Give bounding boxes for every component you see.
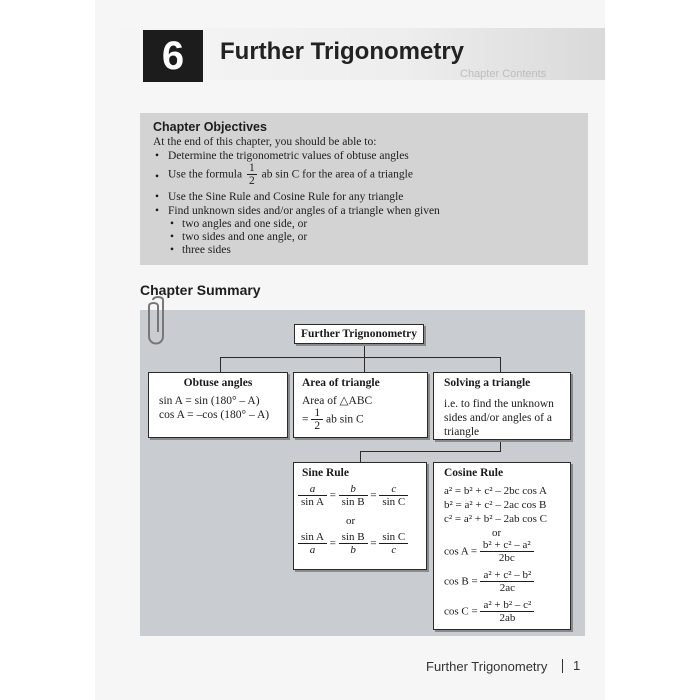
objective-item bbox=[168, 162, 413, 187]
connector-line bbox=[364, 344, 365, 358]
chapter-title: Further Trigonometry bbox=[220, 38, 465, 65]
bullet-icon: • bbox=[155, 150, 160, 162]
objectives-intro: At the end of this chapter, you should be able to: bbox=[153, 136, 377, 148]
or-text: or bbox=[346, 515, 356, 527]
connector-line bbox=[364, 357, 365, 372]
area-formula-text: ab sin C bbox=[326, 413, 364, 426]
solving-line: sides and/or angles of a bbox=[444, 412, 552, 424]
objective-item-text: Use the formula bbox=[168, 168, 243, 181]
fraction-denominator: 2 bbox=[314, 420, 321, 432]
fraction-numerator: a² + b² – c² bbox=[480, 599, 534, 612]
fraction-denominator: b bbox=[350, 544, 356, 556]
cos-a-formula bbox=[444, 539, 534, 564]
objective-item-text: ab sin C for the area of a triangle bbox=[261, 168, 413, 181]
cos-a-label: cos A = bbox=[444, 545, 478, 558]
obtuse-node bbox=[148, 372, 288, 438]
fraction-denominator: sin C bbox=[382, 496, 406, 508]
fraction bbox=[480, 539, 534, 564]
objective-item: Find unknown sides and/or angles of a triangle when given bbox=[168, 205, 440, 217]
fraction-numerator: a² + c² – b² bbox=[480, 569, 534, 582]
obtuse-title: Obtuse angles bbox=[183, 377, 253, 389]
fraction bbox=[379, 531, 408, 556]
fraction bbox=[480, 599, 534, 624]
fraction-numerator: b² + c² – a² bbox=[480, 539, 534, 552]
fraction-denominator: a bbox=[309, 544, 316, 556]
paperclip-icon bbox=[145, 296, 169, 348]
fraction-numerator: c bbox=[379, 483, 408, 496]
cosine-rule-node bbox=[433, 462, 571, 630]
connector-line bbox=[360, 451, 501, 452]
area-formula bbox=[302, 407, 427, 432]
fraction-denominator: 2bc bbox=[498, 552, 515, 564]
objective-subitem: two sides and one angle, or bbox=[182, 231, 308, 243]
fraction bbox=[480, 569, 534, 594]
equals-sign: = bbox=[329, 489, 336, 502]
fraction bbox=[311, 407, 323, 432]
root-node bbox=[294, 324, 424, 344]
fraction-denominator: sin B bbox=[341, 496, 365, 508]
chapter-number: 6 bbox=[143, 30, 203, 82]
objective-item: Determine the trigonometric values of obtuse angles bbox=[168, 150, 409, 162]
cos-c-label: cos C = bbox=[444, 605, 478, 618]
connector-line bbox=[220, 357, 500, 358]
or-text: or bbox=[492, 527, 502, 539]
area-line: Area of △ABC bbox=[302, 395, 373, 407]
fraction bbox=[298, 531, 327, 556]
fraction bbox=[339, 483, 368, 508]
fraction-numerator: sin C bbox=[379, 531, 408, 544]
sine-rule-node bbox=[293, 462, 427, 570]
objective-subitem: two angles and one side, or bbox=[182, 218, 308, 230]
bullet-icon: • bbox=[170, 231, 175, 243]
root-node-title: Further Trignonometry bbox=[301, 328, 417, 340]
equals-sign: = bbox=[302, 413, 309, 426]
footer-title: Further Trigonometry bbox=[426, 659, 548, 674]
fraction bbox=[247, 162, 257, 187]
area-node bbox=[293, 372, 428, 438]
objective-item: Use the Sine Rule and Cosine Rule for any triangle bbox=[168, 191, 404, 203]
fraction bbox=[379, 483, 408, 508]
cosine-rule-line: c² = a² + b² – 2ab cos C bbox=[444, 513, 547, 525]
cos-c-formula bbox=[444, 599, 534, 624]
fraction-denominator: c bbox=[391, 544, 397, 556]
faint-header-text: Chapter Contents bbox=[460, 68, 547, 80]
equals-sign: = bbox=[370, 489, 377, 502]
fraction-denominator: 2 bbox=[248, 175, 255, 187]
page-number: 1 bbox=[573, 658, 581, 673]
fraction-denominator: 2ac bbox=[499, 582, 516, 594]
fraction-numerator: sin B bbox=[339, 531, 368, 544]
area-title: Area of triangle bbox=[302, 377, 380, 389]
bullet-icon: • bbox=[170, 244, 175, 256]
cosine-rule-title: Cosine Rule bbox=[444, 467, 504, 479]
solving-line: triangle bbox=[444, 426, 480, 438]
cos-b-formula bbox=[444, 569, 534, 594]
cosine-rule-line: a² = b² + c² – 2bc cos A bbox=[444, 485, 547, 497]
fraction-numerator: 1 bbox=[248, 162, 255, 174]
summary-title: Chapter Summary bbox=[140, 282, 261, 298]
sine-rule-formula-alt bbox=[298, 531, 408, 556]
obtuse-line: cos A = –cos (180° – A) bbox=[159, 409, 270, 421]
equals-sign: = bbox=[370, 537, 377, 550]
sine-rule-formula bbox=[298, 483, 408, 508]
connector-line bbox=[220, 357, 221, 372]
bullet-icon: • bbox=[155, 205, 160, 217]
connector-line bbox=[500, 357, 501, 372]
objective-subitem: three sides bbox=[182, 244, 231, 256]
fraction-numerator: 1 bbox=[311, 407, 323, 420]
obtuse-line: sin A = sin (180° – A) bbox=[159, 395, 260, 407]
objectives-title: Chapter Objectives bbox=[153, 120, 267, 134]
solving-line: i.e. to find the unknown bbox=[444, 398, 554, 410]
bullet-icon: • bbox=[155, 171, 160, 183]
footer-divider bbox=[562, 659, 563, 673]
bullet-icon: • bbox=[170, 218, 175, 230]
solving-title: Solving a triangle bbox=[444, 377, 531, 389]
fraction bbox=[339, 531, 368, 556]
fraction-denominator: 2ab bbox=[499, 612, 516, 624]
fraction bbox=[298, 483, 327, 508]
fraction-numerator: sin A bbox=[298, 531, 327, 544]
fraction-denominator: sin A bbox=[301, 496, 324, 508]
fraction-numerator: b bbox=[339, 483, 368, 496]
solving-node bbox=[433, 372, 571, 440]
bullet-icon: • bbox=[155, 191, 160, 203]
cosine-rule-line: b² = a² + c² – 2ac cos B bbox=[444, 499, 547, 511]
equals-sign: = bbox=[329, 537, 336, 550]
sine-rule-title: Sine Rule bbox=[302, 467, 349, 479]
fraction-numerator: a bbox=[298, 483, 327, 496]
cos-b-label: cos B = bbox=[444, 575, 478, 588]
